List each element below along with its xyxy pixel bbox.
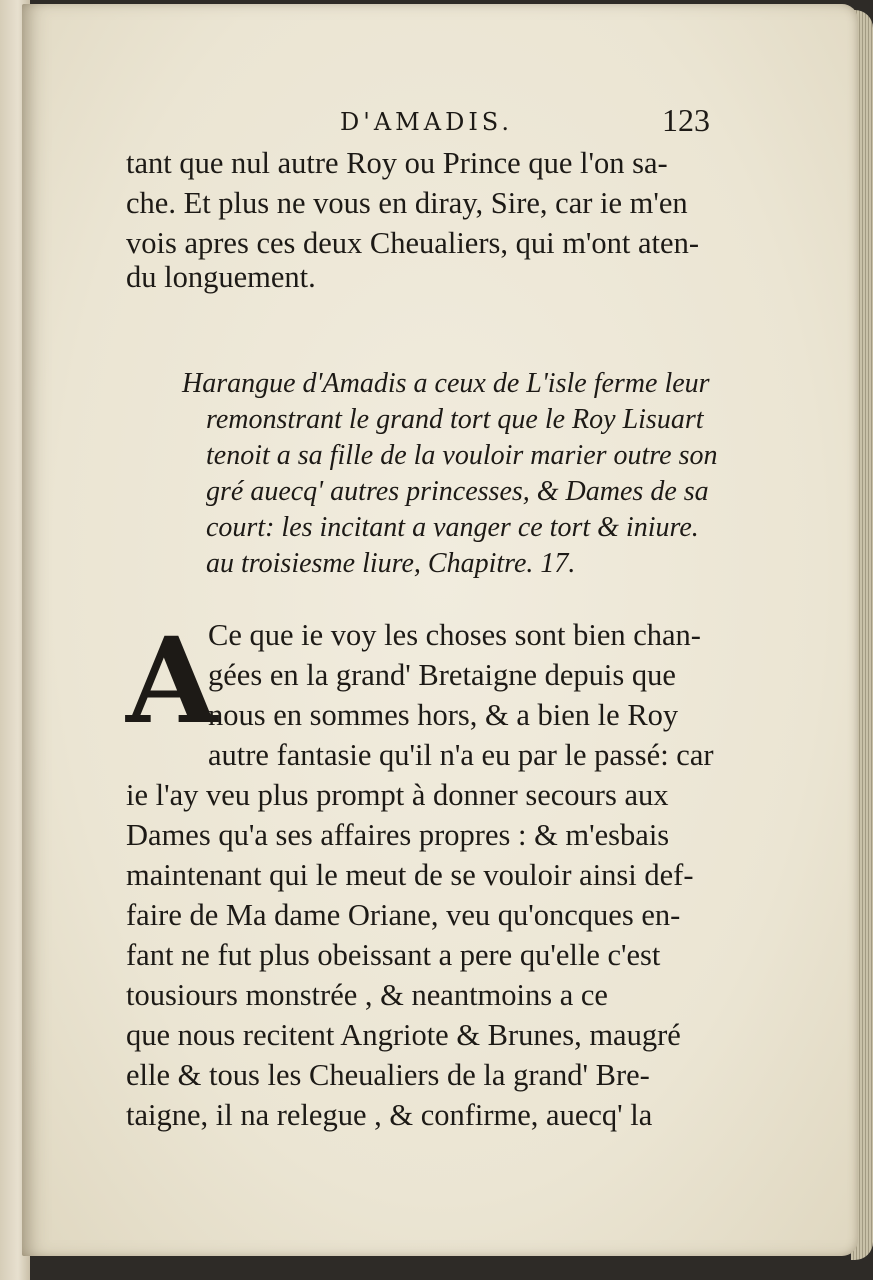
body-line: tant que nul autre Roy ou Prince que l'on sa- [126,146,668,180]
body-line: nous en sommes hors, & a bien le Roy [208,698,679,732]
heading-line: gré auecq' autres princesses, & Dames de sa [206,476,709,507]
heading-line: remonstrant le grand tort que le Roy Lisuart [206,404,704,435]
body-line: maintenant qui le meut de se vouloir ainsi def- [126,858,694,892]
body-line: Dames qu'a ses affaires propres : & m'esbais [126,818,670,852]
body-line: elle & tous les Cheualiers de la grand' Bre- [126,1058,650,1092]
body-line: ie l'ay veu plus prompt à donner secours aux [126,778,669,812]
heading-line: Harangue d'Amadis a ceux de L'isle ferme leur [182,368,710,399]
body-line: que nous recitent Angriote & Brunes, maugré [126,1018,681,1052]
body-line: gées en la grand' Bretaigne depuis que [208,658,676,692]
drop-cap: A [126,611,218,750]
heading-line: tenoit a sa fille de la vouloir marier outre son [206,440,718,471]
heading-line: au troisiesme liure, Chapitre. 17. [206,548,576,579]
body-line: vois apres ces deux Cheualiers, qui m'ont aten- [126,226,699,260]
running-head: D'AMADIS. [340,108,514,136]
body-line: faire de Ma dame Oriane, veu qu'oncques en- [126,898,681,932]
body-line: autre fantasie qu'il n'a eu par le passé: car [208,738,714,772]
body-line: tousiours monstrée , & neantmoins a ce [126,978,608,1012]
book-page [22,4,858,1256]
body-line: che. Et plus ne vous en diray, Sire, car ie m'en [126,186,688,220]
body-line: taigne, il na relegue , & confirme, auecq' la [126,1098,653,1132]
page-number: 123 [662,102,710,138]
heading-line: court: les incitant a vanger ce tort & iniure. [206,512,699,543]
body-line: Ce que ie voy les choses sont bien chan- [208,618,701,652]
body-line: du longuement. [126,260,316,294]
body-line: fant ne fut plus obeissant a pere qu'elle c'est [126,938,661,972]
